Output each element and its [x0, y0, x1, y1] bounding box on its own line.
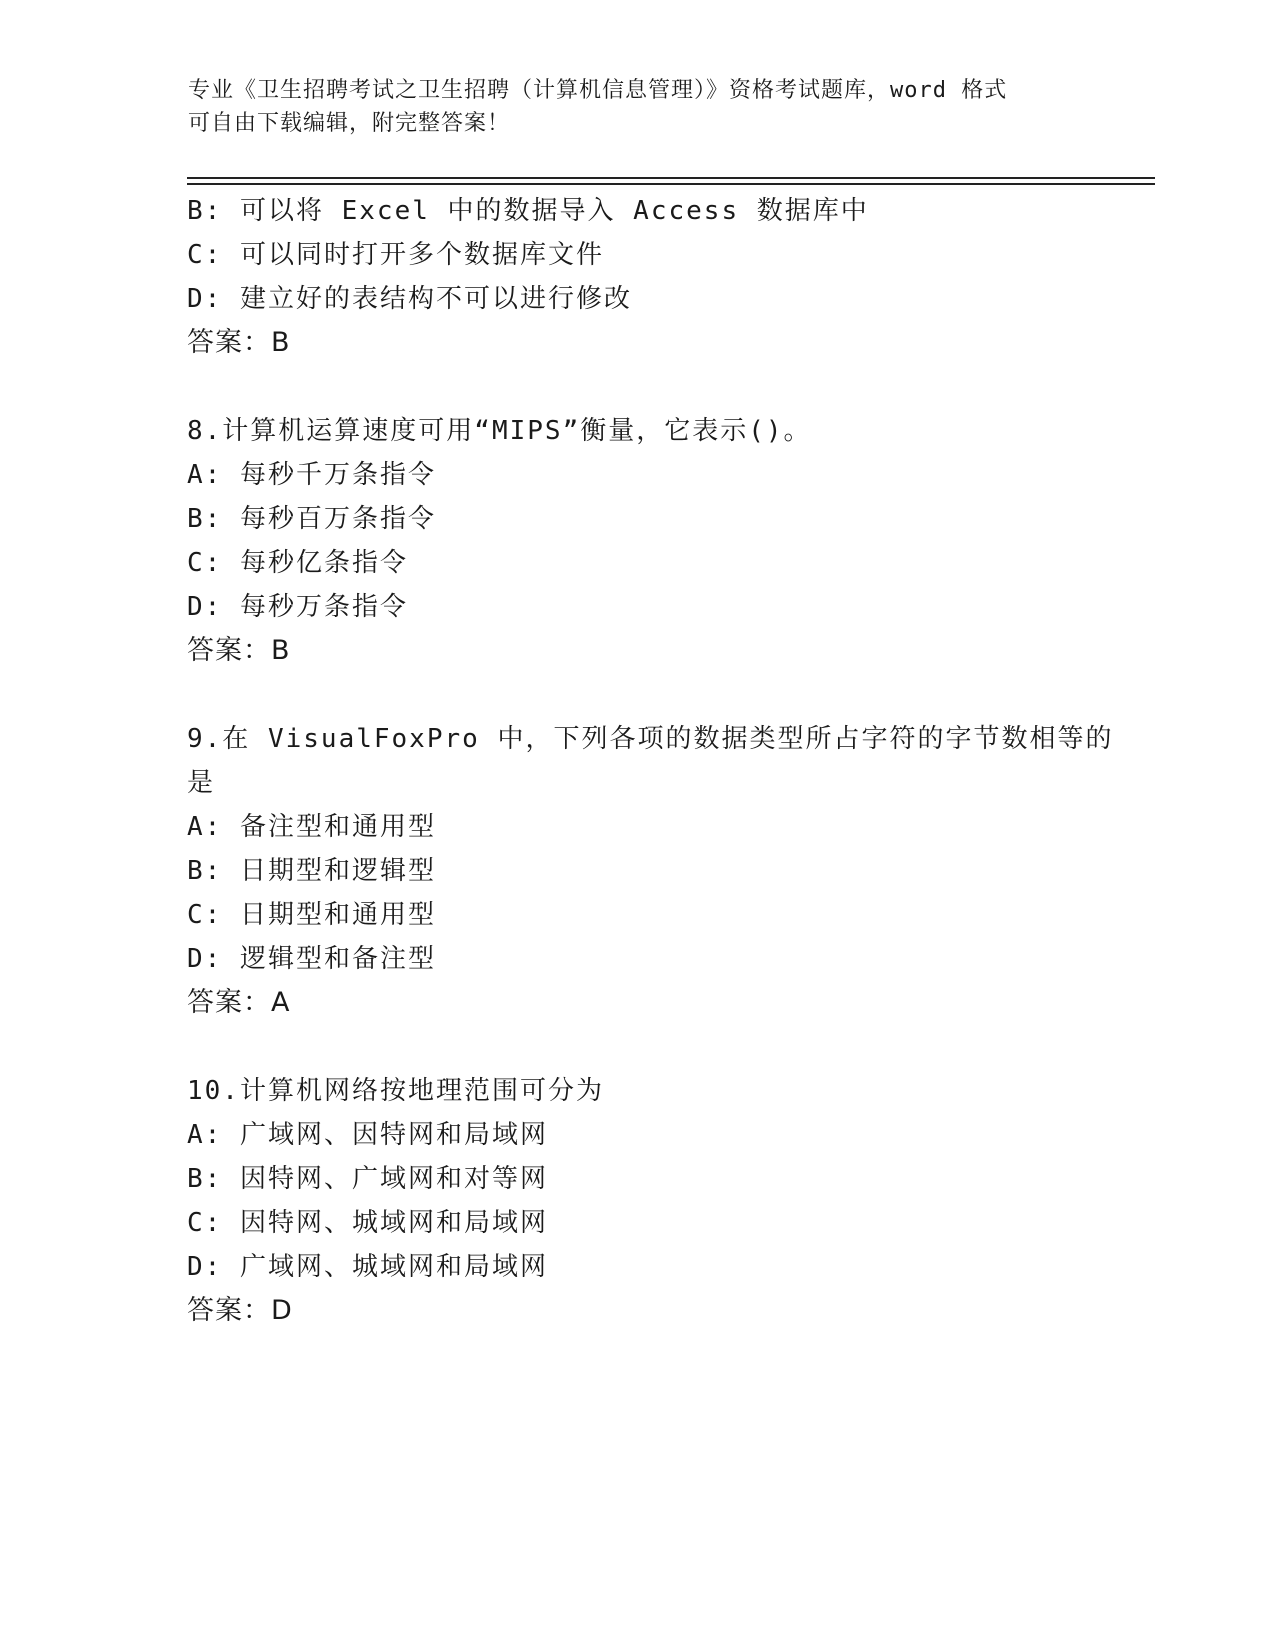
- q9-question-line-2: 是: [187, 768, 216, 798]
- q8-question: 8.计算机运算速度可用“MIPS”衡量，它表示()。: [187, 416, 812, 446]
- q8-option-a: A: 每秒千万条指令: [187, 460, 436, 490]
- q8-answer: 答案：B: [187, 635, 291, 666]
- q9-option-c: C: 日期型和通用型: [187, 900, 436, 930]
- q8-option-b: B: 每秒百万条指令: [187, 504, 436, 534]
- q9-option-b: B: 日期型和逻辑型: [187, 856, 436, 886]
- header-divider-top: [187, 177, 1155, 179]
- q10-answer: 答案：D: [187, 1295, 293, 1326]
- q10-option-c: C: 因特网、城域网和局域网: [187, 1208, 548, 1238]
- q10-option-d: D: 广域网、城域网和局域网: [187, 1252, 548, 1282]
- q9-answer: 答案：A: [187, 987, 291, 1018]
- q10-option-b: B: 因特网、广域网和对等网: [187, 1164, 548, 1194]
- q9-option-d: D: 逻辑型和备注型: [187, 944, 436, 974]
- page-header: [188, 74, 1088, 140]
- q7-option-d: D: 建立好的表结构不可以进行修改: [187, 284, 632, 314]
- q9-question-line-1: 9.在 VisualFoxPro 中，下列各项的数据类型所占字符的字节数相等的: [187, 724, 1114, 754]
- header-title-line-1: 专业《卫生招聘考试之卫生招聘（计算机信息管理）》资格考试题库，word 格式: [188, 78, 1008, 103]
- q8-option-d: D: 每秒万条指令: [187, 592, 408, 622]
- q9-option-a: A: 备注型和通用型: [187, 812, 436, 842]
- q10-option-a: A: 广域网、因特网和局域网: [187, 1120, 548, 1150]
- header-divider-bottom: [187, 183, 1155, 185]
- q7-answer: 答案：B: [187, 327, 291, 358]
- q10-question: 10.计算机网络按地理范围可分为: [187, 1076, 604, 1106]
- q8-option-c: C: 每秒亿条指令: [187, 548, 408, 578]
- q7-option-b: B: 可以将 Excel 中的数据导入 Access 数据库中: [187, 196, 869, 226]
- header-title-line-2: 可自由下载编辑，附完整答案！: [188, 111, 511, 136]
- q7-option-c: C: 可以同时打开多个数据库文件: [187, 240, 604, 270]
